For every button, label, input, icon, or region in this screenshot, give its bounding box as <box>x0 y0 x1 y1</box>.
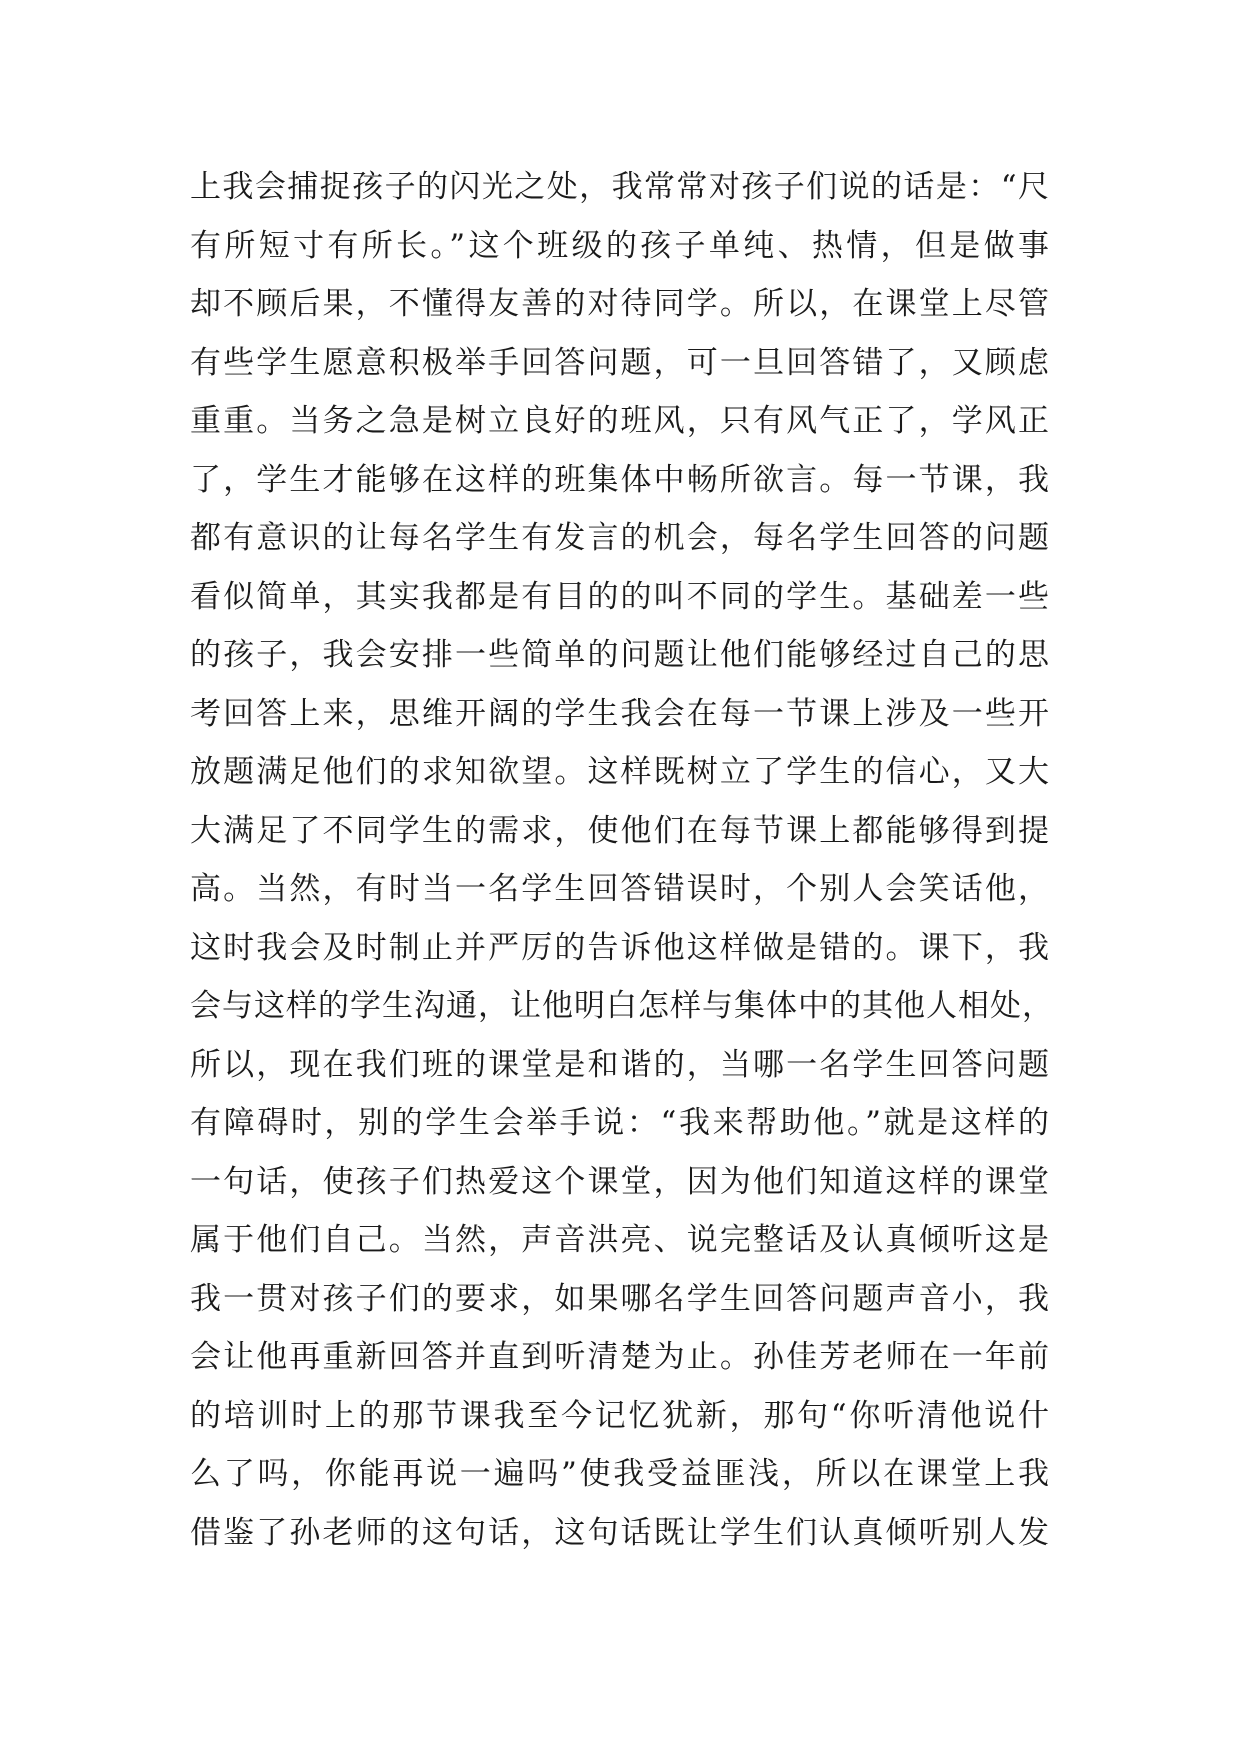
text-line: 的孩子，我会安排一些简单的问题让他们能够经过自己的思 <box>190 637 1050 673</box>
text-line: 放题满足他们的求知欲望。这样既树立了学生的信心，又大 <box>190 754 1050 790</box>
text-line: 我一贯对孩子们的要求，如果哪名学生回答问题声音小，我 <box>190 1280 1050 1317</box>
text-line: 却不顾后果，不懂得友善的对待同学。所以，在课堂上尽管 <box>190 286 1050 322</box>
text-line: 有障碍时，别的学生会举手说：“我来帮助他。”就是这样的 <box>190 1105 1050 1141</box>
text-line: 都有意识的让每名学生有发言的机会，每名学生回答的问题 <box>190 520 1050 556</box>
text-line: 会让他再重新回答并直到听清楚为止。孙佳芳老师在一年前 <box>190 1339 1050 1375</box>
text-line: 所以，现在我们班的课堂是和谐的，当哪一名学生回答问题 <box>190 1046 1050 1083</box>
text-line: 了，学生才能够在这样的班集体中畅所欲言。每一节课，我 <box>190 461 1050 498</box>
text-line: 有所短寸有所长。”这个班级的孩子单纯、热情，但是做事 <box>190 227 1050 264</box>
text-line: 这时我会及时制止并严厉的告诉他这样做是错的。课下，我 <box>190 929 1050 966</box>
body-text <box>190 158 1054 1562</box>
text-line: 考回答上来，思维开阔的学生我会在每一节课上涉及一些开 <box>190 695 1050 732</box>
text-line: 重重。当务之急是树立良好的班风，只有风气正了，学风正 <box>190 403 1050 439</box>
text-line: 有些学生愿意积极举手回答问题，可一旦回答错了，又顾虑 <box>190 344 1050 381</box>
text-line: 属于他们自己。当然，声音洪亮、说完整话及认真倾听这是 <box>190 1222 1050 1258</box>
text-line: 一句话，使孩子们热爱这个课堂，因为他们知道这样的课堂 <box>190 1163 1050 1200</box>
text-line: 看似简单，其实我都是有目的的叫不同的学生。基础差一些 <box>190 578 1050 615</box>
text-line: 么了吗，你能再说一遍吗”使我受益匪浅，所以在课堂上我 <box>190 1456 1050 1492</box>
text-line: 上我会捕捉孩子的闪光之处，我常常对孩子们说的话是：“尺 <box>190 169 1050 205</box>
text-line: 大满足了不同学生的需求，使他们在每节课上都能够得到提 <box>190 812 1050 849</box>
text-line: 借鉴了孙老师的这句话，这句话既让学生们认真倾听别人发 <box>190 1514 1050 1551</box>
text-line: 会与这样的学生沟通，让他明白怎样与集体中的其他人相处， <box>190 988 1054 1024</box>
text-line: 高。当然，有时当一名学生回答错误时，个别人会笑话他， <box>190 871 1050 907</box>
text-line: 的培训时上的那节课我至今记忆犹新，那句“你听清他说什 <box>190 1397 1050 1434</box>
